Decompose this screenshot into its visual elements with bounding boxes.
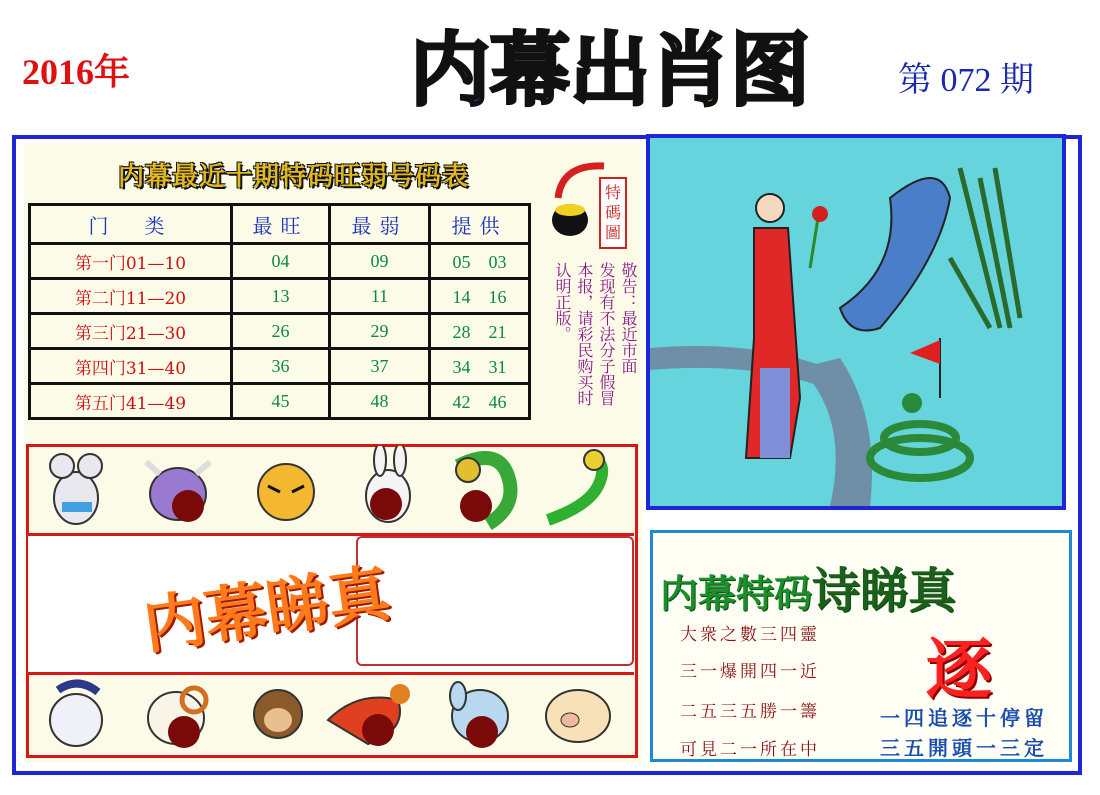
poem-line: 二五三五勝一籌 bbox=[680, 702, 820, 722]
logo-title bbox=[404, 28, 846, 110]
cold-value: 37 bbox=[330, 349, 430, 384]
header-category: 门 类 bbox=[30, 205, 232, 244]
poem-title-small: 内幕特码 bbox=[660, 571, 813, 616]
provide-value: 28 21 bbox=[430, 314, 530, 349]
provide-value: 05 03 bbox=[430, 244, 530, 279]
horse-icon bbox=[50, 683, 102, 746]
poem-line: 可見二一所在中 bbox=[680, 740, 820, 760]
logo-text: 内幕出肖图 bbox=[410, 28, 810, 110]
tiger-icon bbox=[258, 464, 314, 520]
provide-value: 14 16 bbox=[430, 279, 530, 314]
poem-line: 大衆之數三四靈 bbox=[680, 625, 820, 645]
warning-column: 发现有不法分子假冒 bbox=[597, 262, 616, 406]
cold-value: 11 bbox=[330, 279, 430, 314]
warning-column: 敬告：最近市面 bbox=[619, 262, 638, 374]
row-label: 第一门01—10 bbox=[30, 244, 232, 279]
blank-panel bbox=[356, 536, 634, 666]
zodiac-row-top bbox=[28, 446, 636, 532]
poem-title-big: 诗睇真 bbox=[812, 563, 957, 619]
hot-value: 36 bbox=[232, 349, 330, 384]
row-label: 第二门11—20 bbox=[30, 279, 232, 314]
lottery-ball-icon bbox=[466, 716, 498, 748]
warning-notice bbox=[546, 262, 638, 422]
illustration-picture bbox=[646, 134, 1066, 510]
seal-char-3: 圖 bbox=[604, 223, 622, 242]
lottery-ball-icon bbox=[370, 488, 402, 520]
poem-tip-line: 三五開頭一三定 bbox=[880, 736, 1048, 760]
table-title: 内幕最近十期特码旺弱号码表 bbox=[118, 162, 470, 192]
poem-title bbox=[660, 552, 956, 621]
table-row bbox=[30, 314, 530, 349]
table-row bbox=[30, 244, 530, 279]
poem-line: 三一爆開四一近 bbox=[680, 662, 820, 682]
poem-tip-line: 一四追逐十停留 bbox=[880, 706, 1048, 730]
hot-value: 13 bbox=[232, 279, 330, 314]
lottery-ball-icon bbox=[172, 490, 204, 522]
row-label: 第三门21—30 bbox=[30, 314, 232, 349]
rat-icon bbox=[50, 454, 102, 524]
lottery-ball-icon bbox=[460, 490, 492, 522]
header-hot: 最旺 bbox=[232, 205, 330, 244]
pig-icon bbox=[546, 690, 610, 742]
big-title-text: 内幕睇真 bbox=[138, 556, 395, 663]
table-row bbox=[30, 349, 530, 384]
header-cold: 最弱 bbox=[330, 205, 430, 244]
year-label: 2016年 bbox=[22, 52, 131, 92]
seal-char-2: 碼 bbox=[604, 203, 622, 222]
table-row bbox=[30, 384, 530, 419]
table-header-row bbox=[30, 205, 530, 244]
warning-column: 认明正版。 bbox=[553, 262, 572, 342]
provide-value: 42 46 bbox=[430, 384, 530, 419]
snake-icon bbox=[548, 450, 604, 520]
row-label: 第四门31—40 bbox=[30, 349, 232, 384]
table-row bbox=[30, 279, 530, 314]
hot-cold-table bbox=[28, 203, 531, 420]
row-label: 第五门41—49 bbox=[30, 384, 232, 419]
poem-highlight-char: 逐 bbox=[926, 630, 992, 708]
hot-value: 26 bbox=[232, 314, 330, 349]
seal-logo bbox=[548, 158, 630, 250]
zodiac-row-bottom bbox=[28, 670, 636, 756]
monkey-icon bbox=[254, 690, 302, 738]
hot-value: 04 bbox=[232, 244, 330, 279]
provide-value: 34 31 bbox=[430, 349, 530, 384]
cold-value: 48 bbox=[330, 384, 430, 419]
cold-value: 09 bbox=[330, 244, 430, 279]
seal-char-1: 特 bbox=[604, 183, 622, 202]
lottery-ball-icon bbox=[362, 714, 394, 746]
lottery-ball-icon bbox=[168, 716, 200, 748]
header-provide: 提供 bbox=[430, 205, 530, 244]
warning-column: 本报，请彩民购买时 bbox=[575, 262, 594, 406]
issue-number: 第 072 期 bbox=[898, 62, 1034, 99]
cold-value: 29 bbox=[330, 314, 430, 349]
hot-value: 45 bbox=[232, 384, 330, 419]
